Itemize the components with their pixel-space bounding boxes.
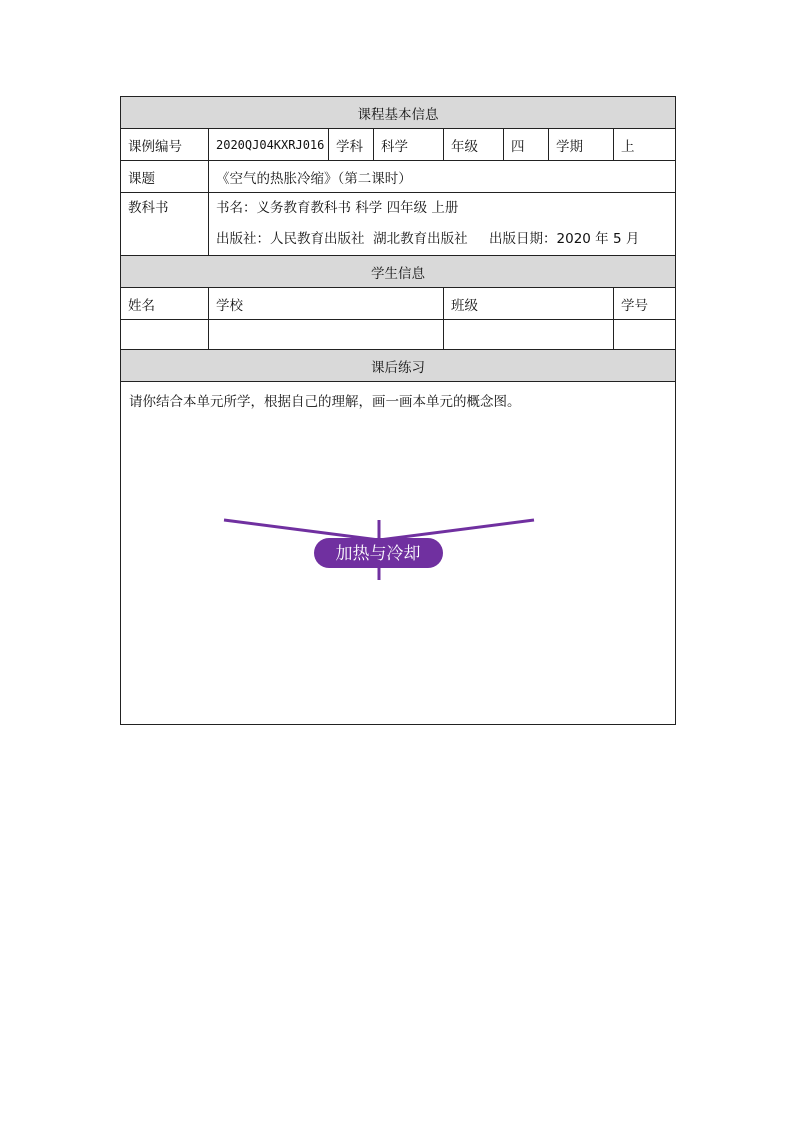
lesson-form (120, 96, 676, 725)
exercise-area[interactable] (121, 382, 676, 725)
right-branch-line (379, 520, 534, 540)
textbook-title-line: 书名：义务教育教科书 科学 四年级 上册 (216, 200, 459, 216)
left-branch-line (224, 520, 379, 540)
lesson-id-label: 课例编号 (121, 129, 209, 161)
exercise-header: 课后练习 (121, 350, 676, 382)
number-label: 学号 (614, 288, 676, 320)
concept-map (121, 382, 674, 724)
textbook-label: 教科书 (121, 193, 209, 256)
class-label: 班级 (444, 288, 614, 320)
subject-label: 学科 (329, 129, 374, 161)
school-label: 学校 (209, 288, 444, 320)
grade-value: 四 (504, 129, 549, 161)
school-field[interactable] (209, 320, 444, 350)
student-info-header: 学生信息 (121, 256, 676, 288)
course-info-header: 课程基本信息 (121, 97, 676, 129)
concept-node-label: 加热与冷却 (335, 544, 421, 564)
subject-value: 科学 (374, 129, 444, 161)
class-field[interactable] (444, 320, 614, 350)
name-label: 姓名 (121, 288, 209, 320)
term-value: 上 (614, 129, 676, 161)
topic-label: 课题 (121, 161, 209, 193)
textbook-details (209, 193, 676, 256)
textbook-publisher-line: 出版社：人民教育出版社 湖北教育出版社 出版日期：2020 年 5 月 (216, 231, 640, 247)
topic-value: 《空气的热胀冷缩》（第二课时） (209, 161, 676, 193)
number-field[interactable] (614, 320, 676, 350)
lesson-id-value: 2020QJ04KXRJ016 (209, 129, 329, 161)
term-label: 学期 (549, 129, 614, 161)
grade-label: 年级 (444, 129, 504, 161)
exercise-prompt: 请你结合本单元所学，根据自己的理解，画一画本单元的概念图。 (129, 394, 521, 410)
name-field[interactable] (121, 320, 209, 350)
